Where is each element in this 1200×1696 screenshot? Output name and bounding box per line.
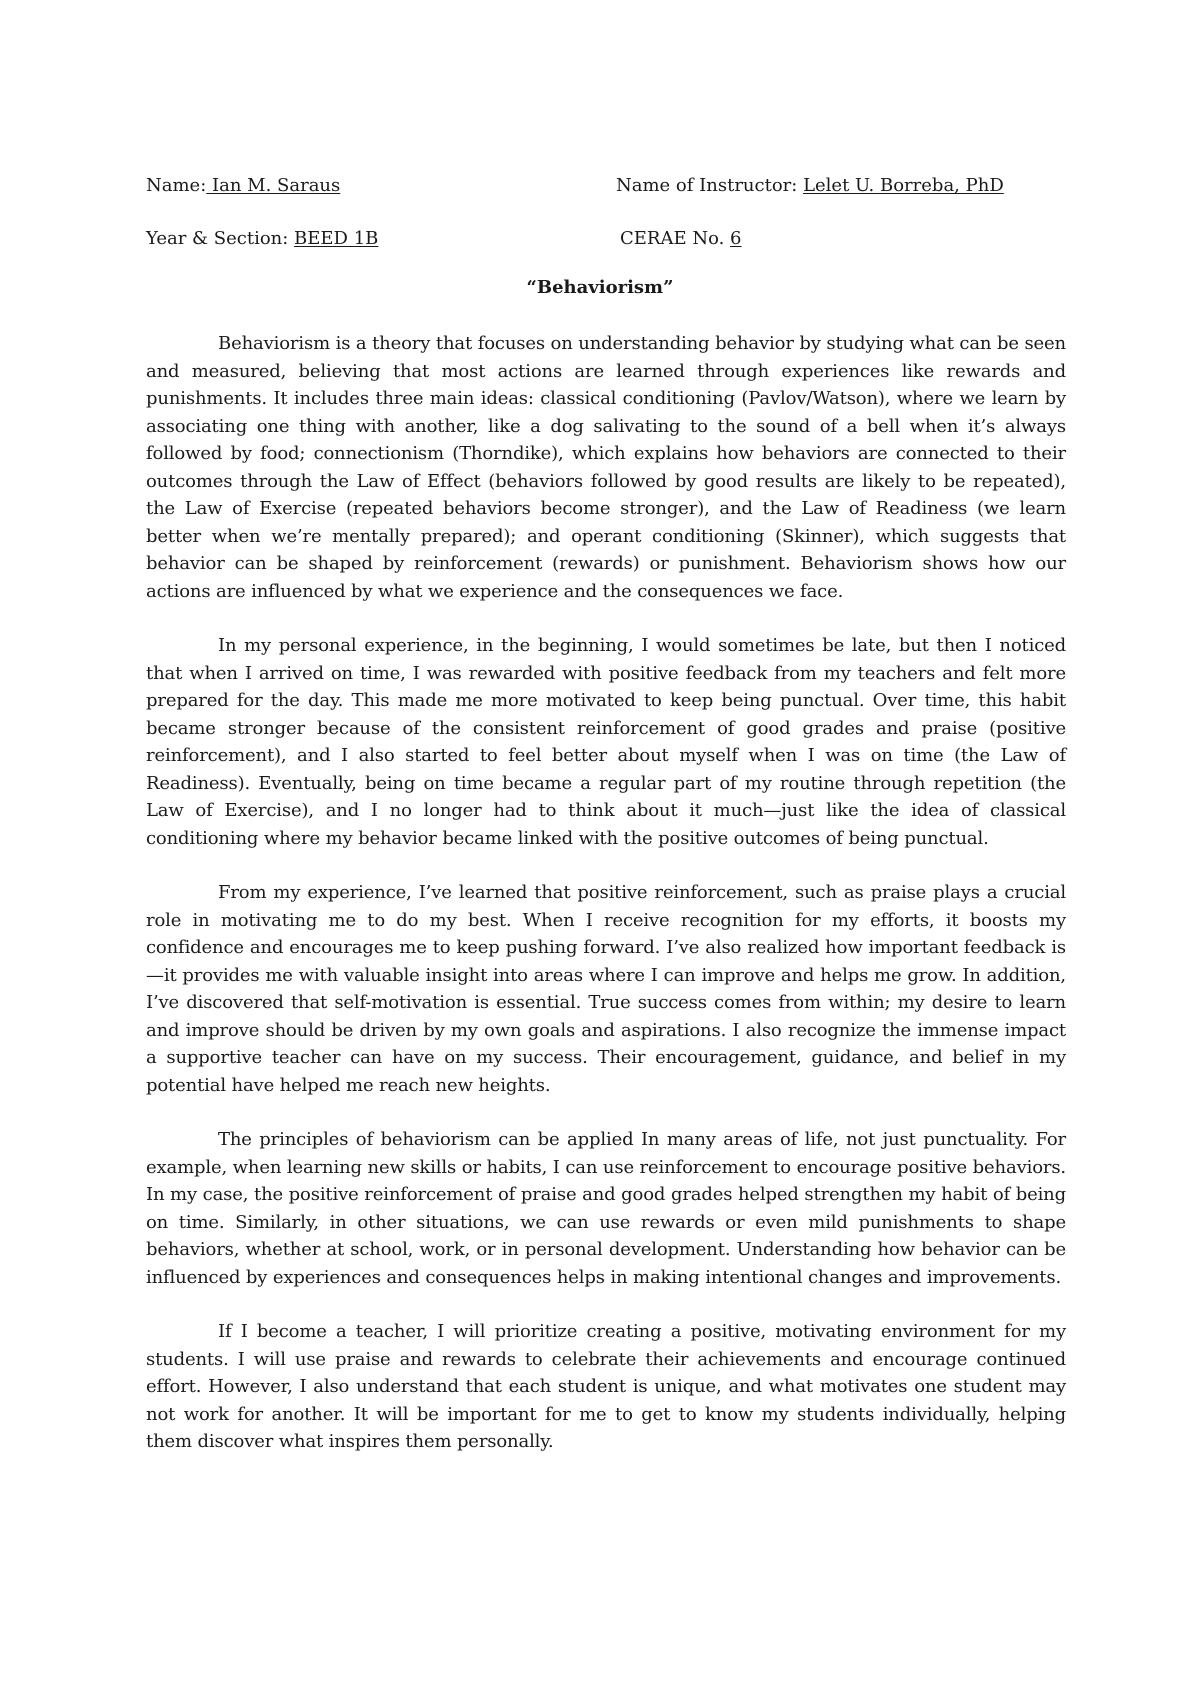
cerae-label: CERAE No.	[620, 228, 731, 249]
instructor-name: Lelet U. Borreba, PhD	[803, 175, 1004, 196]
student-name: Ian M. Saraus	[206, 175, 341, 196]
paragraph-definition: Behaviorism is a theory that focuses on understanding behavior by studying what can be seen and measured, believing that most actions are learned through experiences like rewards and punishments. It includes three main ideas: classical conditioning (Pavlov/Watson), where we learn by associating one thing with another, like a dog salivating to the sound of a bell when it’s always followed by food; connectionism (Thorndike), which explains how behaviors are connected to their outcomes through the Law of Effect (behaviors followed by good results are likely to be repeated), the Law of Exercise (repeated behaviors become stronger), and the Law of Readiness (we learn better when we’re mentally prepared); and operant conditioning (Skinner), which suggests that behavior can be shaped by reinforcement (rewards) or punishment. Behaviorism shows how our actions are influenced by what we experience and the consequences we face.	[146, 333, 1066, 602]
paragraph-lessons-learned: From my experience, I’ve learned that positive reinforcement, such as praise plays a crucial role in motivating me to do my best. When I receive recognition for my efforts, it boosts my confidence and encourages me to keep pushing forward. I’ve also realized how important feedback is—it provides me with valuable insight into areas where I can improve and helps me grow. In addition, I’ve discovered that self-motivation is essential. True success comes from within; my desire to learn and improve should be driven by my own goals and aspirations. I also recognize the immense impact a supportive teacher can have on my success. Their encouragement, guidance, and belief in my potential have helped me reach new heights.	[146, 882, 1066, 1096]
paragraph-personal-experience: In my personal experience, in the beginning, I would sometimes be late, but then I noticed that when I arrived on time, I was rewarded with positive feedback from my teachers and felt more prepared for the day. This made me more motivated to keep being punctual. Over time, this habit became stronger because of the consistent reinforcement of good grades and praise (positive reinforcement), and I also started to feel better about myself when I was on time (the Law of Readiness). Eventually, being on time became a regular part of my routine through repetition (the Law of Exercise), and I no longer had to think about it much—just like the idea of classical conditioning where my behavior became linked with the positive outcomes of being punctual.	[146, 635, 1066, 849]
year-section-row	[146, 227, 378, 251]
year-section-label: Year & Section:	[146, 228, 295, 249]
essay-body	[146, 330, 1066, 1483]
paragraph-future-teaching: If I become a teacher, I will prioritize creating a positive, motivating environment for my students. I will use praise and rewards to celebrate their achievements and encourage continued effort. However, I also understand that each student is unique, and what motivates one student may not work for another. It will be important for me to get to know my students individually, helping them discover what inspires them personally.	[146, 1321, 1066, 1452]
student-name-row	[146, 174, 340, 198]
paragraph-applications: The principles of behaviorism can be applied In many areas of life, not just punctuality. For example, when learning new skills or habits, I can use reinforcement to encourage positive behaviors. In my case, the positive reinforcement of praise and good grades helped strengthen my habit of being on time. Similarly, in other situations, we can use rewards or even mild punishments to shape behaviors, whether at school, work, or in personal development. Understanding how behavior can be influenced by experiences and consequences helps in making intentional changes and improvements.	[146, 1129, 1066, 1288]
year-section-value: BEED 1B	[294, 228, 379, 249]
cerae-number: 6	[730, 228, 742, 249]
instructor-label: Name of Instructor:	[616, 175, 804, 196]
essay-title: “Behaviorism”	[526, 277, 674, 298]
cerae-row	[620, 227, 742, 251]
instructor-row	[616, 174, 1004, 198]
name-label: Name:	[146, 175, 207, 196]
